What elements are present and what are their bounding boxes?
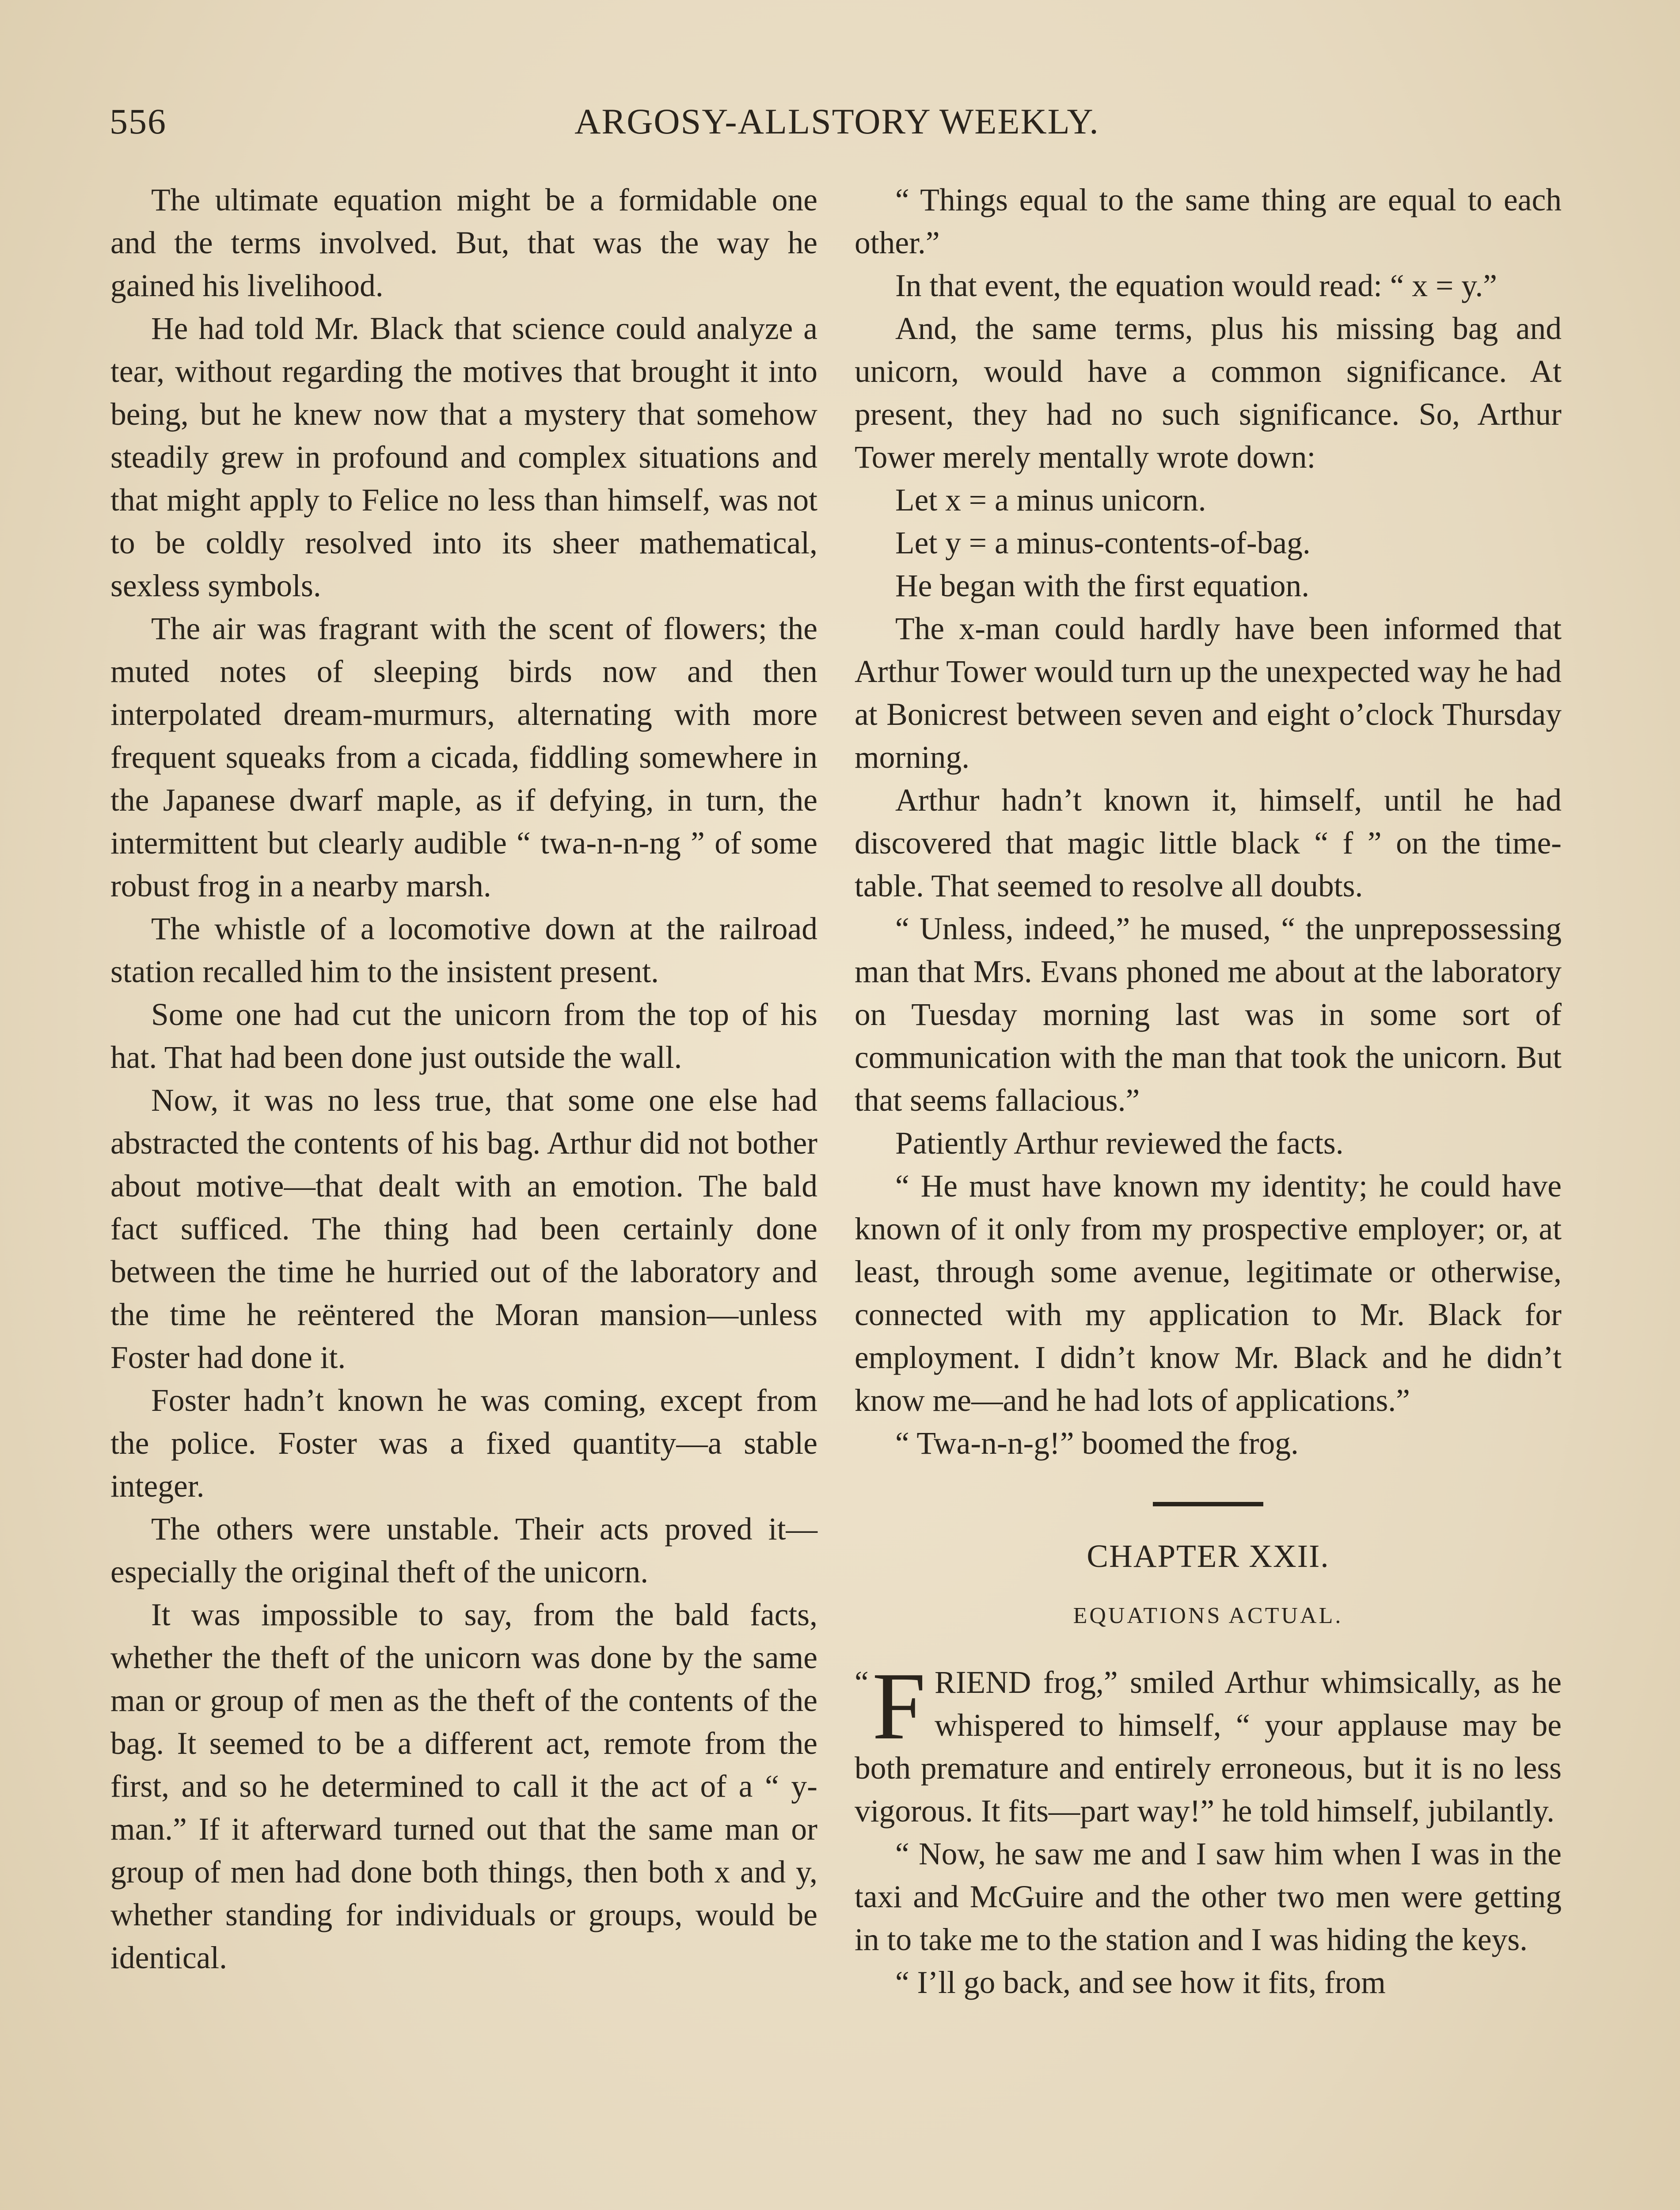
- right-column: [855, 179, 1562, 2004]
- paragraph: “ Unless, indeed,” he mused, “ the unprepossessing man that Mrs. Evans phoned me about at the laboratory on Tuesday morning last was in some sort of communication with the man that took the unicorn. But that seems fallacious.”: [855, 911, 1562, 1118]
- paragraph: The ultimate equation might be a formidable one and the terms involved. But, that was the way he gained his livelihood.: [110, 183, 817, 303]
- paragraph: He began with the first equation.: [895, 568, 1310, 603]
- paragraph: The whistle of a locomotive down at the railroad station recalled him to the insistent present.: [110, 911, 817, 989]
- paragraph: “ Now, he saw me and I saw him when I was in the taxi and McGuire and the other two men were getting in to take me to the station and I was hiding the keys.: [855, 1837, 1562, 1957]
- opening-text: RIEND frog,” smiled Arthur whimsically, as he whispered to himself, “ your applause may be both premature and entirely erroneous, but it is no less vigorous. It fits—part way!” he told himself, jubilantly.: [855, 1665, 1562, 1829]
- paragraph: Let y = a minus-contents-of-bag.: [895, 526, 1311, 560]
- paragraph: “ I’ll go back, and see how it fits, from: [895, 1965, 1386, 2000]
- paragraph: Patiently Arthur reviewed the facts.: [895, 1126, 1344, 1161]
- paragraph: Now, it was no less true, that some one else had abstracted the contents of his bag. Arthur did not bother about motive—that dealt with an emotion. The bald fact sufficed. The thing had been certainly done between the time he hurried out of the laboratory and the time he reëntered the Moran mansion—unless Foster had done it.: [110, 1083, 817, 1375]
- chapter-subtitle: EQUATIONS ACTUAL.: [1073, 1603, 1343, 1628]
- paragraph: The air was fragrant with the scent of flowers; the muted notes of sleeping birds now and then interpolated dream-murmurs, alternating with more frequent squeaks from a cicada, fiddling somewhere in the Japanese dwarf maple, as if defying, in turn, the intermittent but clearly audible “ twa-n-n-ng ” of some robust frog in a nearby marsh.: [110, 611, 817, 903]
- paragraph: Foster hadn’t known he was coming, except from the police. Foster was a fixed quantity—a stable integer.: [110, 1383, 817, 1504]
- paragraph: The x-man could hardly have been informed that Arthur Tower would turn up the unexpected way he had at Bonicrest between seven and eight o’clock Thursday morning.: [855, 611, 1562, 775]
- opening-quote: “: [855, 1665, 869, 1700]
- paragraph: Let x = a minus unicorn.: [895, 483, 1206, 518]
- paragraph: And, the same terms, plus his missing bag and unicorn, would have a common significance. At present, they had no such significance. So, Arthur Tower merely mentally wrote down:: [855, 311, 1562, 475]
- paragraph: In that event, the equation would read: “ x = y.”: [895, 268, 1497, 303]
- chapter-title: CHAPTER XXII.: [1087, 1538, 1330, 1574]
- chapter-opening-paragraph: [855, 1653, 1562, 1833]
- running-head: ARGOSY-ALLSTORY WEEKLY.: [574, 101, 1099, 141]
- page-header: [110, 101, 1564, 149]
- paragraph: “ Things equal to the same thing are equal to each other.”: [855, 183, 1562, 260]
- drop-cap: F: [872, 1653, 926, 1760]
- left-column: [110, 179, 817, 1979]
- paragraph: Some one had cut the unicorn from the top of his hat. That had been done just outside the wall.: [110, 997, 817, 1075]
- section-divider: [1153, 1502, 1263, 1506]
- paragraph: “ Twa-n-n-g!” boomed the frog.: [895, 1426, 1299, 1461]
- page-number: 556: [110, 101, 167, 141]
- paragraph: Arthur hadn’t known it, himself, until he had discovered that magic little black “ f ” on the time-table. That seemed to resolve all doubts.: [855, 783, 1562, 903]
- paragraph: He had told Mr. Black that science could analyze a tear, without regarding the motives that brought it into being, but he knew now that a mystery that somehow steadily grew in profound and complex situations and that might apply to Felice no less than himself, was not to be coldly resolved into its sheer mathematical, sexless symbols.: [110, 311, 817, 603]
- paragraph: “ He must have known my identity; he could have known of it only from my prospective employer; or, at least, through some avenue, legitimate or otherwise, connected with my application to Mr. Black for employment. I didn’t know Mr. Black and he didn’t know me—and he had lots of applications.”: [855, 1169, 1562, 1418]
- paragraph: The others were unstable. Their acts proved it—especially the original theft of the unicorn.: [110, 1512, 817, 1589]
- paragraph: It was impossible to say, from the bald facts, whether the theft of the unicorn was done by the same man or group of men as the theft of the contents of the bag. It seemed to be a different act, remote from the first, and so he determined to call it the act of a “ y-man.” If it afterward turned out that the same man or group of men had done both things, then both x and y, whether standing for individuals or groups, would be identical.: [110, 1597, 817, 1975]
